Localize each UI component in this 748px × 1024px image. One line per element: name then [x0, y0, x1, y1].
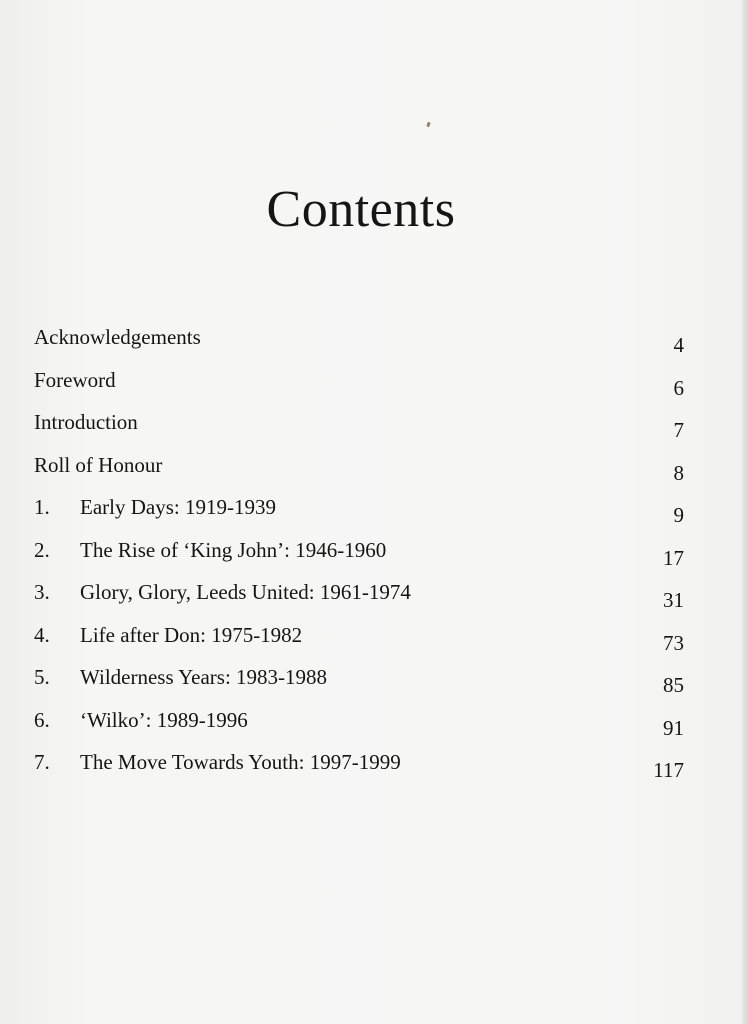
toc-chapter-number: 6.	[34, 707, 50, 732]
toc-entry-label: Roll of Honour	[34, 452, 163, 477]
toc-chapter-number: 2.	[34, 537, 50, 562]
toc-chapter-page: 9	[673, 503, 684, 527]
toc-chapter	[34, 535, 684, 578]
toc-entry	[34, 365, 684, 408]
toc-chapter-page: 117	[653, 758, 684, 782]
toc-chapter-label: Wilderness Years: 1983-1988	[80, 665, 328, 689]
toc-entry-label: Foreword	[34, 367, 116, 392]
toc-chapter-number: 4.	[34, 622, 50, 647]
toc-chapter-label: Glory, Glory, Leeds United: 1961-1974	[80, 580, 411, 604]
toc-chapter-number: 5.	[34, 665, 50, 689]
toc-chapter-page: 91	[663, 715, 684, 740]
toc-entry-page: 8	[673, 460, 684, 485]
toc-chapter-label: Early Days: 1919-1939	[80, 495, 276, 519]
toc-chapter-number: 7.	[34, 750, 50, 774]
toc-chapter-number: 3.	[34, 580, 50, 604]
toc-chapter-page: 17	[663, 545, 684, 570]
page-title: Contents	[266, 181, 456, 238]
toc-chapter	[34, 705, 684, 748]
toc-chapter-page: 73	[663, 630, 684, 655]
toc-entry	[34, 450, 684, 493]
toc-chapter-page: 85	[663, 673, 684, 697]
toc-entry	[34, 322, 684, 365]
toc-entry-page: 7	[673, 418, 684, 442]
toc-chapter	[34, 577, 684, 620]
toc-chapter-page: 31	[663, 588, 684, 612]
toc-chapter-number: 1.	[34, 495, 50, 519]
toc-chapter	[34, 620, 684, 663]
toc-chapter	[34, 747, 684, 790]
paper-speck	[426, 122, 431, 128]
toc-chapter-label: The Rise of ‘King John’: 1946-1960	[80, 537, 387, 562]
page-edge	[742, 0, 748, 1024]
toc-entry	[34, 407, 684, 450]
toc-entry-page: 6	[673, 375, 684, 400]
contents-list	[34, 322, 684, 790]
toc-chapter	[34, 492, 684, 535]
toc-entry-page: 4	[673, 333, 684, 357]
toc-entry-label: Acknowledgements	[34, 325, 201, 349]
toc-entry-label: Introduction	[34, 410, 138, 434]
toc-chapter-label: Life after Don: 1975-1982	[80, 622, 303, 647]
toc-chapter-label: The Move Towards Youth: 1997-1999	[80, 750, 401, 774]
toc-chapter-label: ‘Wilko’: 1989-1996	[80, 707, 248, 732]
toc-chapter	[34, 662, 684, 705]
